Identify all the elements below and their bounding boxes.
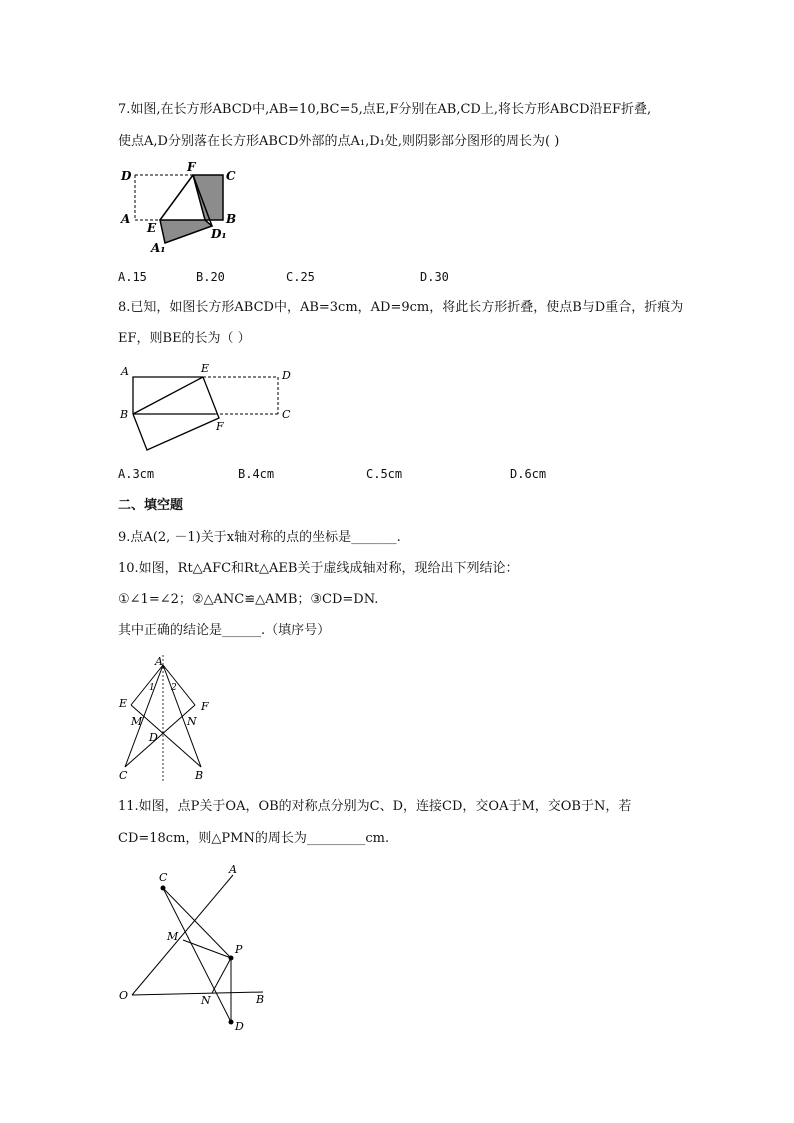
q11-label-d: D <box>235 1020 244 1033</box>
q10-text-line3: 其中正确的结论是______.（填序号） <box>118 623 331 638</box>
q11-segment-cp <box>163 888 231 958</box>
q7-label-e: E <box>147 221 157 235</box>
q8-text-line2: EF，则BE的长为（ ） <box>118 331 251 346</box>
q11-label-n: N <box>201 994 211 1007</box>
q11-segment-mp <box>183 940 231 958</box>
q7-option-d: D.30 <box>420 270 449 284</box>
q10-segment-ae <box>131 665 163 705</box>
q10-label-d: D <box>149 731 158 744</box>
q8-option-d: D.6cm <box>510 467 547 481</box>
q7-figure <box>115 160 245 255</box>
q7-label-a1: A₁ <box>151 241 166 255</box>
q8-segment-be <box>133 377 203 414</box>
q9-text: 9.点A(2, －1)关于x轴对称的点的坐标是_______. <box>118 530 401 545</box>
q11-text-line1: 11.如图，点P关于OA，OB的对称点分别为C、D，连接CD，交OA于M，交OB于N，若 <box>118 799 632 814</box>
q7-fold-ef <box>160 175 193 220</box>
q7-option-b: B.20 <box>196 270 225 284</box>
q10-text-line1: 10.如图，Rt△AFC和Rt△AEB关于虚线成轴对称，现给出下列结论： <box>118 561 519 576</box>
q8-label-a: A <box>121 365 129 378</box>
q7-shaded-quad-bottom <box>160 220 212 243</box>
q11-label-m: M <box>167 930 179 943</box>
q10-label-b: B <box>195 769 204 782</box>
q11-ray-ob <box>132 992 263 995</box>
q7-label-d1: D₁ <box>211 227 227 241</box>
q11-text-line2: CD=18cm，则△PMN的周长为_________cm. <box>118 831 390 846</box>
q8-option-b: B.4cm <box>238 467 275 481</box>
q11-label-o: O <box>119 989 129 1002</box>
q11-label-b: B <box>256 993 265 1006</box>
q11-ray-oa <box>132 875 233 995</box>
q8-label-b: B <box>120 408 129 421</box>
q11-label-c: C <box>159 871 168 884</box>
q8-label-e: E <box>201 362 210 375</box>
q10-figure <box>115 655 225 785</box>
q11-figure <box>115 860 275 1040</box>
q7-text-line1: 7.如图,在长方形ABCD中,AB=10,BC=5,点E,F分别在AB,CD上,将长方形ABCD沿EF折叠, <box>118 102 652 117</box>
q11-label-a: A <box>229 863 237 876</box>
q11-label-p: P <box>235 943 243 956</box>
q10-label-a: A <box>155 655 163 668</box>
q11-point-d <box>229 1020 234 1025</box>
q10-label-angle2: 2 <box>171 683 177 693</box>
q11-segment-pn <box>212 958 231 993</box>
q10-label-n: N <box>187 715 197 728</box>
q7-option-c: C.25 <box>286 270 315 284</box>
section-heading-fill-in: 二、填空题 <box>118 498 184 513</box>
q7-option-a: A.15 <box>118 270 147 284</box>
q11-point-c <box>161 886 166 891</box>
q8-label-d: D <box>282 369 291 382</box>
q10-label-f: F <box>201 700 209 713</box>
q7-label-d: D <box>121 169 132 183</box>
q10-label-m: M <box>131 715 143 728</box>
q10-label-c: C <box>119 769 128 782</box>
q10-label-e: E <box>119 697 128 710</box>
q8-option-a: A.3cm <box>118 467 155 481</box>
q11-segment-cd <box>163 888 231 1022</box>
q10-label-angle1: 1 <box>149 683 155 693</box>
q10-text-line2: ①∠1=∠2；②△ANC≌△AMB；③CD=DN. <box>118 592 379 607</box>
q7-label-b: B <box>226 212 237 226</box>
q8-label-f: F <box>216 420 224 433</box>
q7-label-f: F <box>187 160 196 174</box>
q8-figure <box>115 360 300 455</box>
q8-label-c: C <box>282 408 291 421</box>
q11-point-p <box>229 956 234 961</box>
q7-label-a: A <box>121 212 131 226</box>
q8-text-line1: 8.已知，如图长方形ABCD中，AB=3cm，AD=9cm，将此长方形折叠，使点B与D重合，折痕为 <box>118 300 684 315</box>
q7-text-line2: 使点A,D分别落在长方形ABCD外部的点A₁,D₁处,则阴影部分图形的周长为( ) <box>118 134 560 149</box>
q8-option-c: C.5cm <box>366 467 403 481</box>
q10-segment-af <box>163 665 195 705</box>
q7-label-c: C <box>226 169 236 183</box>
